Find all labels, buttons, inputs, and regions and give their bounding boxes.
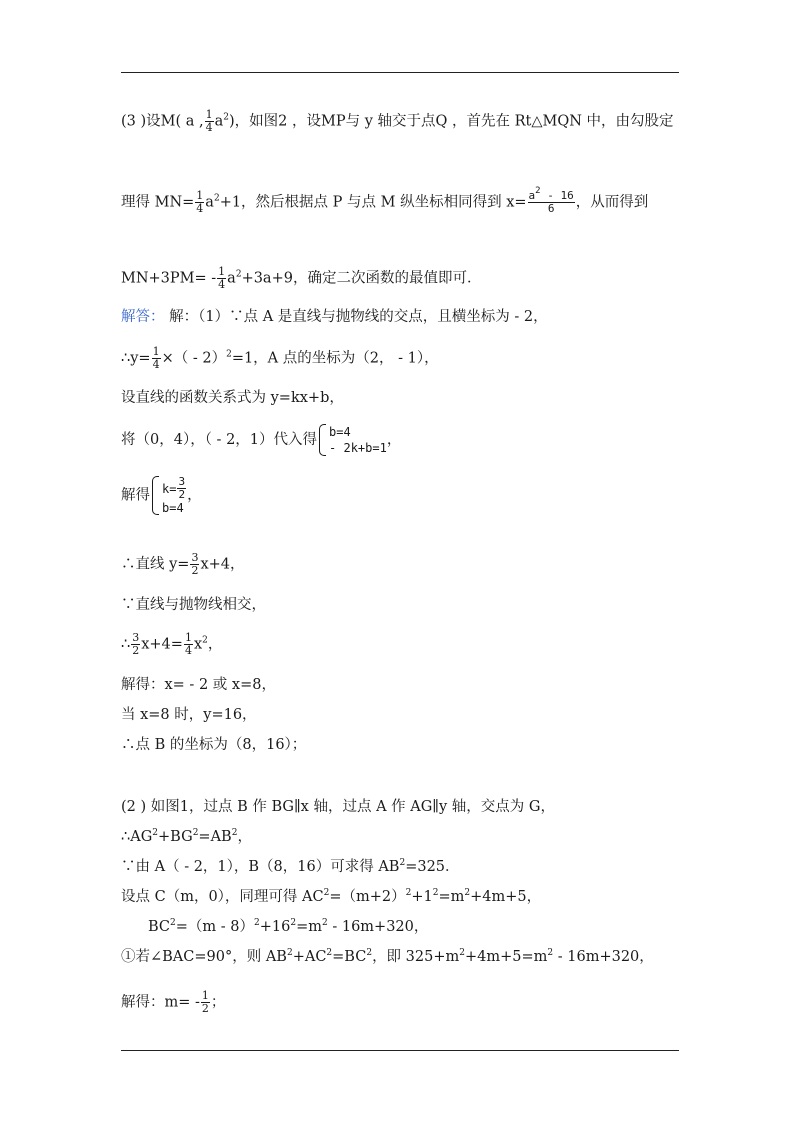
text: ，即 325+m — [372, 949, 460, 965]
answer-line-7 — [121, 595, 266, 615]
answer-line-12 — [121, 797, 555, 817]
fraction — [184, 632, 193, 657]
superscript: 2 — [405, 888, 412, 898]
frac-num: 1 — [218, 265, 226, 278]
text: =1，A 点的坐标为（2， - 1）， — [231, 350, 439, 367]
frac-den: 4 — [184, 644, 192, 657]
text: +1 — [411, 889, 433, 905]
frac-num: 1 — [184, 631, 192, 644]
text: ； — [210, 994, 226, 1011]
answer-line-15 — [121, 887, 541, 907]
answer-line-11 — [121, 735, 306, 755]
text: ∵直线与抛物线相交， — [121, 597, 266, 613]
fraction — [152, 346, 161, 371]
frac-den: 4 — [152, 358, 160, 371]
frac-den: 6 — [547, 202, 555, 215]
analysis-line-2 — [121, 186, 649, 215]
text: ， — [386, 432, 402, 448]
text: =325． — [405, 859, 460, 875]
fraction — [131, 632, 140, 657]
text: +4m+5=m — [464, 949, 548, 965]
text: (2 ) 如图1，过点 B 作 BG∥x 轴，过点 A 作 AG∥y 轴，交点为 G， — [121, 799, 556, 815]
text: x+4， — [200, 556, 245, 573]
superscript: 2 — [547, 948, 554, 958]
text: =BC — [332, 949, 367, 965]
superscript: 2 — [223, 112, 230, 123]
equation-system — [152, 476, 187, 515]
superscript: 2 — [290, 918, 297, 928]
text: a — [205, 194, 214, 211]
text: MN+3PM= - — [121, 270, 217, 287]
frac-den: 4 — [218, 278, 226, 291]
text: 解得 — [121, 487, 150, 504]
superscript: 2 — [231, 828, 238, 838]
frac-num: 1 — [201, 989, 209, 1002]
answer-line-5 — [121, 476, 202, 515]
answer-line-9 — [121, 675, 276, 695]
text: - 16m+320， — [327, 919, 429, 935]
fraction — [177, 476, 186, 501]
fraction — [195, 190, 204, 215]
text: 解得：x= - 2 或 x=8， — [121, 677, 276, 693]
frac-num: 3 — [132, 631, 140, 644]
superscript: 2 — [322, 918, 328, 928]
superscript: 2 — [152, 828, 159, 838]
text: ∴点 B 的坐标为（8，16）； — [121, 737, 307, 753]
text: ∴直线 y= — [121, 556, 190, 573]
text: =m — [438, 889, 465, 905]
text: BC — [148, 919, 171, 935]
text: +16 — [259, 919, 291, 935]
text: (3 )设M( a , — [121, 113, 204, 130]
answer-line-10 — [121, 705, 257, 725]
system-row — [162, 476, 187, 501]
text: ， — [187, 487, 202, 504]
superscript: 2 — [170, 918, 176, 928]
answer-line-16 — [148, 917, 428, 937]
fraction — [528, 186, 575, 215]
answer-line-8 — [121, 632, 222, 657]
frac-num: 1 — [205, 108, 213, 121]
analysis-line-1 — [121, 109, 674, 134]
frac-den: 2 — [132, 644, 140, 657]
text: x+4= — [141, 636, 183, 653]
superscript: 2 — [459, 948, 465, 958]
superscript: 2 — [226, 349, 232, 360]
text: ， — [237, 829, 252, 845]
text: )，如图2 ，设MP与 y 轴交于点Q ，首先在 Rt△MQN 中，由勾股定 — [229, 113, 674, 130]
answer-line-6 — [121, 552, 245, 577]
frac-den: 4 — [196, 202, 204, 215]
frac-num-tail: - 16 — [540, 189, 574, 202]
text: ①若∠BAC=90°，则 AB — [121, 949, 287, 965]
answer-line-4 — [121, 424, 401, 456]
superscript: 2 — [323, 888, 330, 898]
answer-line-17 — [121, 947, 654, 967]
system-row: b=4 — [162, 501, 184, 515]
superscript: 2 — [464, 888, 471, 898]
text: ×（ - 2） — [161, 350, 227, 367]
text: +AC — [292, 949, 327, 965]
top-rule — [121, 72, 679, 73]
frac-num: 1 — [196, 189, 204, 202]
text: 设直线的函数关系式为 y=kx+b， — [121, 390, 344, 406]
text: x — [193, 636, 203, 653]
text: =（m+2） — [329, 889, 406, 905]
fraction — [217, 266, 226, 291]
frac-num: a — [528, 189, 536, 202]
text: ∵由 A（ - 2，1），B（8，16）可求得 AB — [121, 859, 400, 875]
fraction — [190, 552, 199, 577]
superscript: 2 — [254, 918, 260, 928]
text: a — [214, 113, 224, 130]
answer-line-2 — [121, 346, 439, 371]
text: ， — [207, 636, 223, 653]
frac-num: 3 — [178, 475, 186, 488]
answer-line-1 — [121, 307, 548, 327]
text: +BG — [158, 829, 193, 845]
text: 解：（1）∵点 A 是直线与抛物线的交点，且横坐标为 - 2， — [164, 309, 548, 325]
text: a — [227, 270, 236, 287]
bottom-rule — [121, 1050, 679, 1051]
superscript: 2 — [286, 948, 293, 958]
text: +3a+9，确定二次函数的最值即可． — [241, 270, 482, 287]
superscript: 2 — [235, 269, 242, 280]
text: ∴AG — [121, 829, 153, 845]
superscript: 2 — [213, 193, 220, 204]
text: 当 x=8 时，y=16， — [121, 707, 257, 723]
answer-line-3 — [121, 388, 344, 408]
text: 将（0，4），（ - 2，1）代入得 — [121, 432, 318, 448]
text: ∴y= — [121, 350, 151, 367]
answer-label: 解答： — [121, 309, 165, 325]
text: 设点 C（m，0），同理可得 AC — [121, 889, 324, 905]
fraction — [201, 990, 210, 1015]
answer-line-18 — [121, 990, 225, 1015]
text: =（m - 8） — [175, 919, 255, 935]
text: +1，然后根据点 P 与点 M 纵坐标相同得到 x= — [219, 194, 527, 211]
analysis-line-3 — [121, 266, 481, 291]
text: ∴ — [121, 636, 131, 653]
text: - 16m+320， — [553, 949, 654, 965]
superscript: 2 — [399, 858, 406, 868]
superscript: 2 — [432, 888, 439, 898]
frac-den: 2 — [178, 488, 186, 501]
frac-num: 3 — [191, 551, 199, 564]
frac-den: 2 — [191, 564, 199, 577]
frac-num: 1 — [152, 345, 160, 358]
brace-icon — [319, 424, 326, 456]
text: ，从而得到 — [575, 194, 649, 211]
fraction — [205, 109, 214, 134]
frac-den: 2 — [201, 1002, 209, 1015]
text: 解得：m= - — [121, 994, 200, 1011]
text: k= — [162, 481, 177, 496]
brace-icon — [152, 476, 159, 515]
text: =m — [296, 919, 322, 935]
equation-system — [319, 424, 387, 456]
superscript: 2 — [192, 828, 199, 838]
text: =AB — [198, 829, 232, 845]
superscript: 2 — [535, 186, 541, 196]
system-row: b=4 — [329, 425, 351, 439]
superscript: 2 — [326, 948, 333, 958]
text: +4m+5， — [470, 889, 542, 905]
system-row: - 2k+b=1 — [329, 441, 387, 455]
frac-den: 4 — [205, 121, 213, 134]
text: 理得 MN= — [121, 194, 195, 211]
answer-line-14 — [121, 857, 460, 877]
superscript: 2 — [366, 948, 373, 958]
superscript: 2 — [202, 635, 208, 646]
answer-line-13 — [121, 827, 252, 847]
